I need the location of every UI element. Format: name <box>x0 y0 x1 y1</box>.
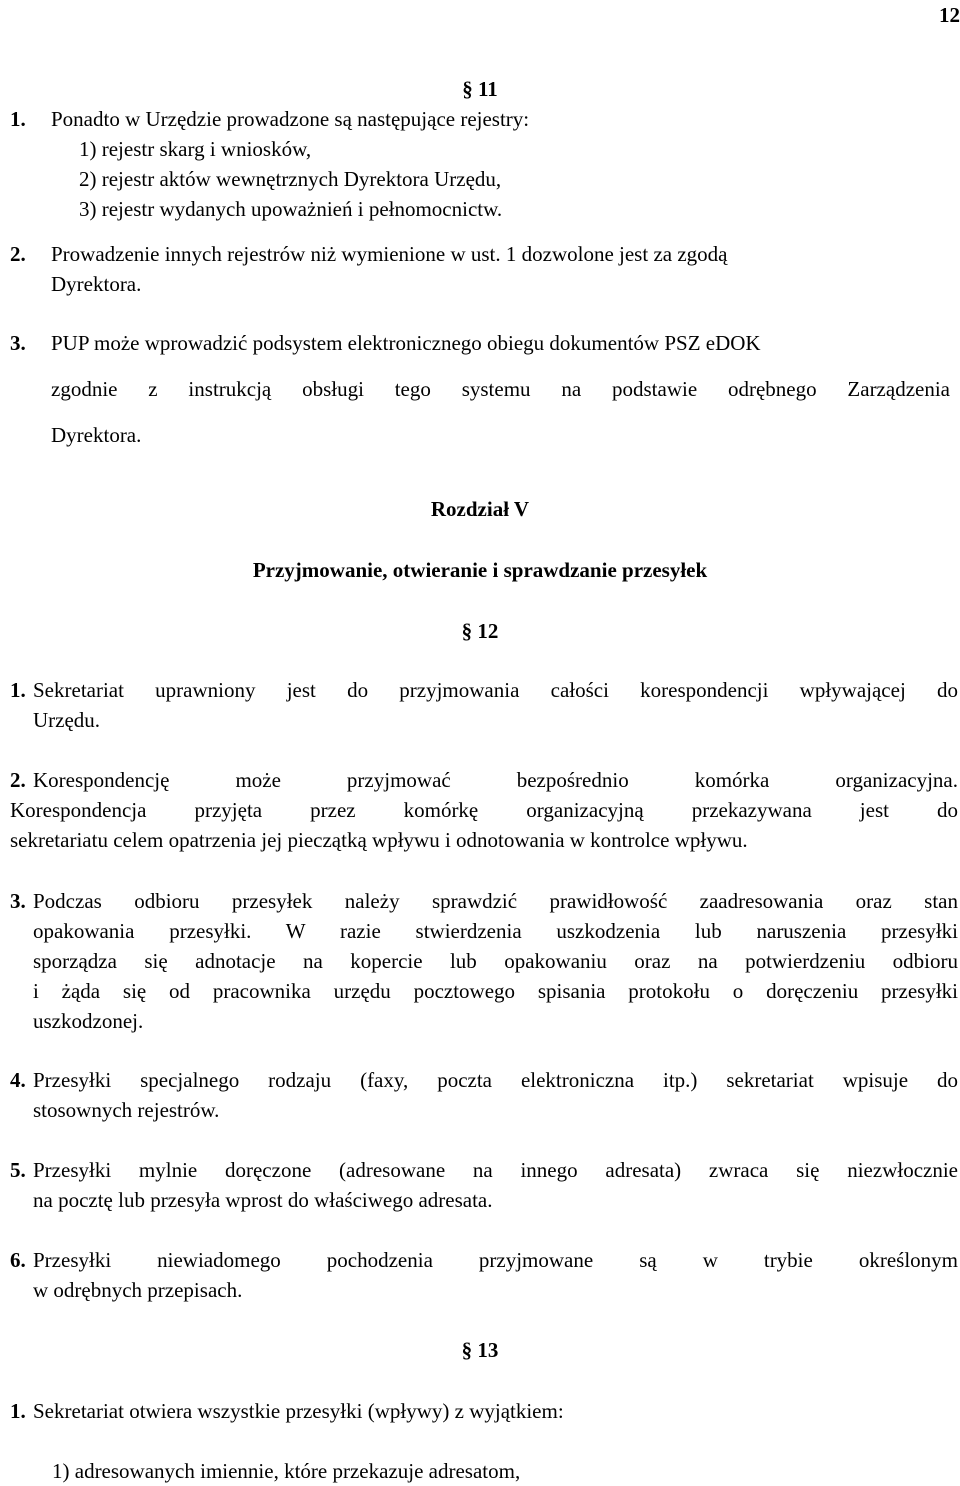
paragraph-text: Sekretariat otwiera wszystkie przesyłki (wpływy) z wyjątkiem: <box>33 1399 564 1423</box>
s12-paragraph-4 <box>10 1065 958 1125</box>
s12-paragraph-2 <box>10 765 958 855</box>
paragraph-number: 5. <box>10 1158 26 1182</box>
s13-paragraph-1 <box>10 1396 958 1426</box>
paragraph-text: Ponadto w Urzędzie prowadzone są następujące rejestry: <box>51 107 530 131</box>
section-heading-11: § 11 <box>462 77 498 101</box>
s12-paragraph-1 <box>10 675 958 735</box>
list-item: 1) adresowanych imiennie, które przekazuje adresatom, <box>52 1459 521 1483</box>
list-item: 3) rejestr wydanych upoważnień i pełnomocnictw. <box>79 197 503 221</box>
paragraph-text: Urzędu. <box>33 708 101 732</box>
page-number: 12 <box>939 3 960 27</box>
section-heading-12: § 12 <box>461 619 499 643</box>
paragraph-text: Korespondencja przyjęta przez komórkę organizacyjną przekazywana jest do <box>10 798 958 822</box>
paragraph-text: PUP może wprowadzić podsystem elektronicznego obiegu dokumentów PSZ eDOK <box>51 331 761 355</box>
paragraph-text: w odrębnych przepisach. <box>33 1278 243 1302</box>
paragraph-text: i żąda się od pracownika urzędu pocztowego spisania protokołu o doręczeniu przesyłki <box>33 979 958 1003</box>
paragraph-text: Podczas odbioru przesyłek należy sprawdzić prawidłowość zaadresowania oraz stan <box>33 889 958 913</box>
paragraph-number: 3. <box>10 331 26 355</box>
paragraph-text: Dyrektora. <box>51 423 142 447</box>
s12-paragraph-5 <box>10 1155 958 1215</box>
paragraph-text: sporządza się adnotacje na kopercie lub opakowaniu oraz na potwierdzeniu odbioru <box>33 949 958 973</box>
section-heading-13: § 13 <box>461 1338 499 1362</box>
paragraph-number: 6. <box>10 1248 26 1272</box>
paragraph-text: na pocztę lub przesyła wprost do właściwego adresata. <box>33 1188 493 1212</box>
list-item: 1) rejestr skarg i wniosków, <box>79 137 312 161</box>
paragraph-text: Prowadzenie innych rejestrów niż wymienione w ust. 1 dozwolone jest za zgodą <box>51 242 728 266</box>
paragraph-text: sekretariatu celem opatrzenia jej pieczątką wpływu i odnotowania w kontrolce wpływu. <box>10 828 748 852</box>
paragraph-number: 2. <box>10 242 26 266</box>
paragraph-text: Sekretariat uprawniony jest do przyjmowania całości korespondencji wpływającej do <box>33 678 958 702</box>
chapter-title: Przyjmowanie, otwieranie i sprawdzanie przesyłek <box>252 558 708 582</box>
paragraph-text: Korespondencję może przyjmować bezpośrednio komórka organizacyjna. <box>33 768 958 792</box>
paragraph-text: Przesyłki niewiadomego pochodzenia przyjmowane są w trybie określonym <box>33 1248 958 1272</box>
paragraph-text: uszkodzonej. <box>33 1009 144 1033</box>
chapter-number: Rozdział V <box>430 497 530 521</box>
paragraph-number: 1. <box>10 107 26 131</box>
paragraph-number: 1. <box>10 1399 26 1423</box>
paragraph-number: 1. <box>10 678 26 702</box>
s12-paragraph-3 <box>10 886 958 1036</box>
list-item: 2) rejestr aktów wewnętrznych Dyrektora Urzędu, <box>79 167 502 191</box>
paragraph-text: opakowania przesyłki. W razie stwierdzenia uszkodzenia lub naruszenia przesyłki <box>33 919 958 943</box>
s11-paragraph-3 <box>10 320 950 458</box>
s12-paragraph-6 <box>10 1245 958 1305</box>
paragraph-text: Przesyłki mylnie doręczone (adresowane na innego adresata) zwraca się niezwłocznie <box>33 1158 958 1182</box>
s11-paragraph-2 <box>10 239 950 299</box>
paragraph-text: zgodnie z instrukcją obsługi tego systemu na podstawie odrębnego Zarządzenia <box>51 377 950 401</box>
paragraph-text: Dyrektora. <box>51 272 142 296</box>
s11-paragraph-1 <box>10 104 950 224</box>
paragraph-number: 2. <box>10 768 26 792</box>
paragraph-number: 4. <box>10 1068 26 1092</box>
paragraph-text: stosownych rejestrów. <box>33 1098 220 1122</box>
paragraph-number: 3. <box>10 889 26 913</box>
paragraph-text: Przesyłki specjalnego rodzaju (faxy, poczta elektroniczna itp.) sekretariat wpisuje do <box>33 1068 958 1092</box>
